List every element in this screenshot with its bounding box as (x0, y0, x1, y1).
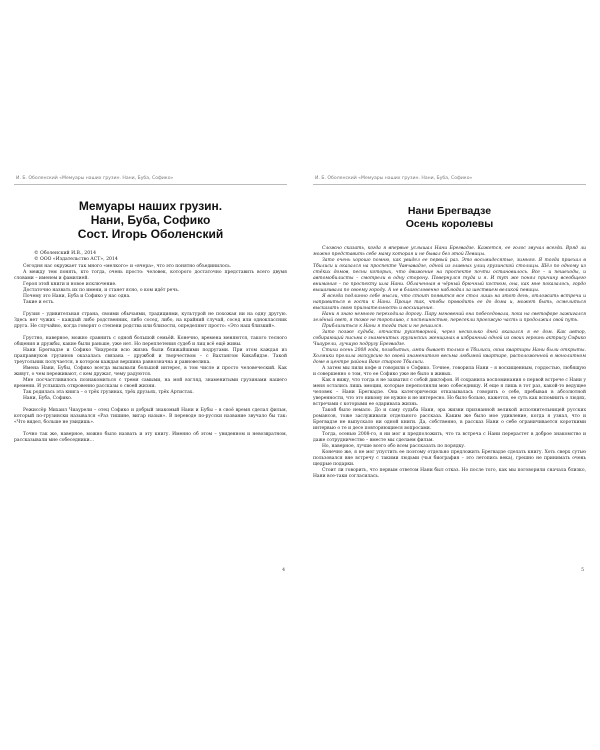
paragraph: Имена Нани, Бубы, Софико всегда вызывали большой интерес, в том числе и просто человеческий. Как живут, о чем переживают, с кем дружат, чему радуются. (14, 365, 287, 377)
left-body-text (14, 264, 287, 444)
paragraph: Как я вижу, что тогда я не захватил с собой диктофон. И сохранила воспоминания о первой встрече с Нани у меня остались лишь эмоции, которые переполняли мою собеседницу. И еще я лишь в тот раз, какой-то ведущее человек – Нани Брегвадзе. Она категорически отказывалась говорить о себе, пребывая в абсолютной уверенности, что это никому не нужно и не интересно. Но было больно, кажется, ее суть как вспомнить о людях, встречами с которыми ее одаривала жизнь. (313, 378, 586, 407)
title-line: Мемуары наших грузин. (78, 199, 223, 213)
paragraph: Героя этой книги и новое исключение. (23, 281, 117, 287)
paragraph: Тогда, осенью 2008-го, я ни мог и предположить, что та встреча с Нани перерастет в доброе знакомство и даже сотрудничество – вместе мы сделаем фильм. (313, 432, 586, 443)
paragraph: Я всегда подлинно себе мысли, что стоит появится все стол лишь на этот день, отложить встречи и направиться в гости к Нани. Проще так, чтобы проводить ее до дома и, может быть, осмелиться высказать свою признательность и восхищение. (313, 294, 586, 311)
paragraph: Такие и есть. (23, 299, 55, 305)
paragraph: Нани Брегвадзе и Софико Чиаурели всю жизнь были ближайшими подругами. При этом каждая из праправнуков грузинов оказалась связана – дружбой и творчеством – с Вахтангом Кикабидзе. Такой треугольник получается, в котором каждая вершина равнозначна и равновелика. (14, 347, 287, 365)
copyright-line: © Оболенский И.В., 2014 (34, 251, 96, 256)
left-page (10, 172, 291, 577)
paragraph: Режиссёр Михаил Чиаурели – отец Софико и добрый знакомый Нани и Бубы – в своё время сделал фильм, который по-грузински назывался «Раз тишине, вигар назын». В переводе по-русски название звучало бы так: «Что видел, больше не увидишь». (14, 407, 287, 425)
page-number: 5 (581, 568, 584, 573)
paragraph: Достаточно назвать их по имени, и станет ясно, о ком идёт речь. (23, 287, 180, 293)
paragraph: Так родилась эта книга – о трёх грузинах, трёх друзьях, трёх Артистах. (23, 389, 194, 395)
copyright-line: © ООО «Издательство АСТ», 2014 (34, 257, 118, 263)
running-header: И. Б. Оболенский «Мемуары наших грузин. Нани, Буба, Софико» (14, 172, 287, 185)
paragraph: Зато очень хорошо помню, как увидел ее первый раз. Это восьмидесятые, зимняя. Я тогда приехал в Тбилиси и оказался на проспекте Чавчавадзе, одной из главных улиц грузинской столицы. Шёл по одному из стёких домов, песни которых, что движение на проспекте почти остановилось. Все – и пешеходы, и автомобилисты – смотрели в одну сторону. Повернулся туда и я. И тут же понял причину всеобщего внимания – по проспекту шла Нани. Облаченная в чёрный брючный костюм, она, как мне показалось, гордо вышагивала по своему городу. А не в благословенно наблюдал за шествием великой певицы. (313, 258, 586, 293)
page-number: 4 (282, 568, 285, 573)
paragraph: А между тем понять, кто тогда, очень просто: человек, которого достаточно представить всего двумя словами – именем и фамилией. (14, 269, 287, 281)
paragraph: Почему это Нани, Буба и Софико у нас одна. (23, 293, 131, 299)
paragraph: А затем мы пили кофе и говорили о Софико. Точнее, говорила Нани – я восхищенным, гордостью, любящую и совершенно о том, что ее Софико уже не было в живых. (313, 366, 586, 377)
title-line: Нани Брегвадзе (407, 205, 492, 217)
copyright-block (34, 251, 287, 264)
paragraph: Нани я знаю немного переходила дорогу. Пару мгновений она побеседовала, пока на светофоре зажигался зелёный свет, я тоже не торопливо, с поспешностью, пересекли проезжую часть и продолжил свой путь. (313, 312, 586, 323)
book-title (14, 199, 287, 241)
paragraph: Но, наверное, лучше всего обо всем рассказать по порядку. (322, 444, 466, 449)
title-line: Нани, Буба, Софико (90, 213, 211, 227)
title-line: Осень королевы (405, 217, 494, 230)
chapter-title (313, 205, 586, 230)
paragraph: Конечно же, я не мог упустить ее поэтому отдельно предложить Брегвадзе сделать книгу. Хоть сверх сутью пользовался вне встречу с такими людьми (чья биография – это летопись века), грешно не принимать очень щедрые подарки. (313, 450, 586, 467)
title-line: Сост. Игорь Оболенский (77, 227, 224, 241)
paragraph: Зато позже судьба, отчасти рукотворной, через несколько дней оказался я ее дом. Как автор, собирающий письма о знаменитых грузинских женщинах в избранный одной из своих героинь актрису Софико Чиаурели, лучшую подругу Брегвадзе. (313, 330, 586, 347)
running-header: И. Б. Оболенский «Мемуары наших грузин. Нани, Буба, Софико» (313, 172, 586, 185)
paragraph: Точно так же, наверное, можно было назвать и эту книгу. Именно об этом – увиденном и невозвратном, рассказывали мне собеседники… (14, 431, 287, 443)
paragraph: Грузия – удивительная страна, своими обычаями, традициями, культурой не похожая ни на одну другую. Здесь нет чужих – каждый либо родственник, либо сосед, либо, на крайний случай, сосед или одноклассник друга. Не случайно, когда говорят о степени родства или близости, определяют просто: «Это наш близкий». (14, 311, 287, 329)
paragraph: Стихи осень 2008 года, позабытых, ампи бывает только в Тбилиси, окна квартиры Нани были открыты. Холмики пролила экскурсию по своей знаменитого весьма любимой квартире, расположенной в монолитном доме в центре района Ваке старого Тбилиси. (313, 348, 586, 365)
paragraph: Мне посчастливилось познакомиться с тремя самыми, на мой взгляд, знаменитыми грузинами нашего времени. И услышать откровенно рассказы о своей жизни. (14, 377, 287, 389)
paragraph: Сегодня нас окружает так много «мелкого» и «вчера», что это понятно объединилось. (23, 263, 232, 269)
paragraph: Стоит ли говорить, что первым ответом Нани был отказ. Но после того, как мы поговорили сначала близко, Нани все-таки согласилась. (313, 468, 586, 479)
paragraph: Нани, Буба, Софико. (23, 395, 73, 401)
paragraph: Сложно сказать, когда я впервые услышал Нани Брегвадзе. Кажется, ее голос звучал всегда. Вряд ли можно представить себе маму которая и не бывал без этой Певицы. (313, 246, 586, 257)
paragraph: Грустно, наверное, можно сравнить с одной большой семьёй. Конечно, времена меняются, такого тесного общения и дружбы, какие были раньше, уже нет. Но переплетения судеб и лиц всё ещё живы. (14, 335, 287, 347)
right-page (309, 172, 590, 577)
paragraph: Такой было немало. До и саму судьба Нани, эра жизни признанной великой исполнительницей русских романсов, тоже заслуживали отдельного рассказа. Каким же было мое удивление, когда я узнал, что и Брегвадзе не выпускало ни одной книги. Да, собственно, в рассказ Нани о себе ограничивается короткими интервью о те и десе повторяющиеся вопросами. (313, 408, 586, 431)
paragraph: Приблизиться к Нани я тогда так и не решился. (322, 324, 443, 329)
right-body-text (313, 246, 586, 480)
